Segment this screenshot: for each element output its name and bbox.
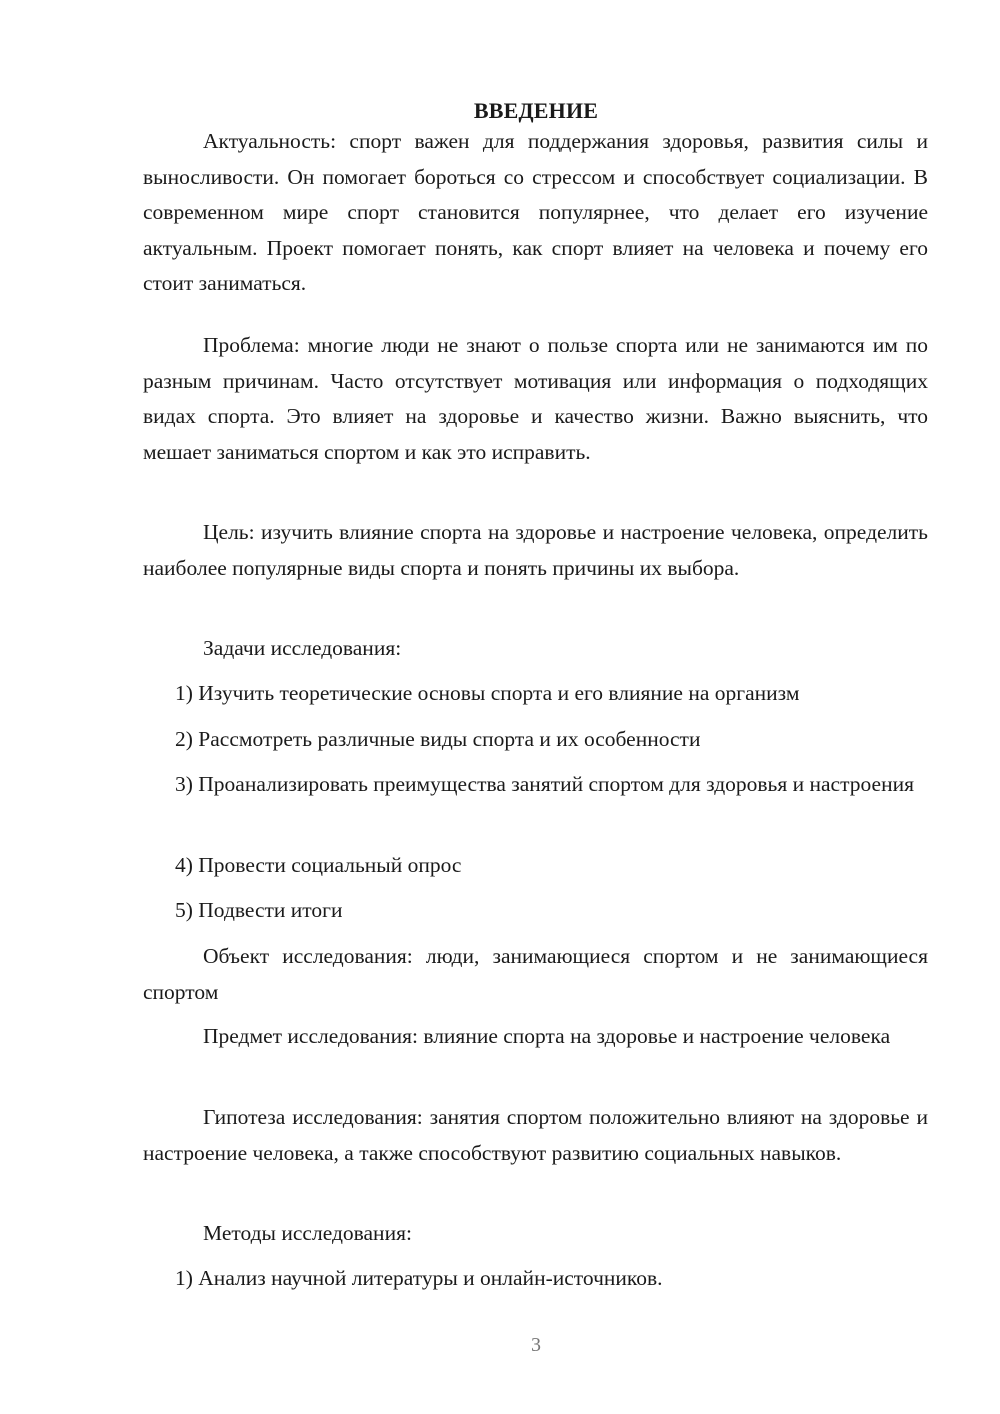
task-item-2: 2) Рассмотреть различные виды спорта и их особенности [175, 727, 701, 751]
method-item-1: 1) Анализ научной литературы и онлайн-источников. [175, 1266, 663, 1290]
page-title: ВВЕДЕНИЕ [473, 98, 599, 123]
tasks-heading: Задачи исследования: [203, 636, 402, 660]
problem-paragraph: Проблема: многие люди не знают о пользе спорта или не занимаются им по разным причинам. Часто отсутствует мотивация или информация о подходящих видах спорта. Это влияет на здоровье и качество жизни. Важно выяснить, что мешает заниматься спортом и как это исправить. [143, 333, 928, 464]
goal-paragraph: Цель: изучить влияние спорта на здоровье и настроение человека, определить наиболее популярные виды спорта и понять причины их выбора. [143, 520, 928, 580]
subject-paragraph: Предмет исследования: влияние спорта на здоровье и настроение человека [203, 1024, 891, 1048]
task-item-1: 1) Изучить теоретические основы спорта и его влияние на организм [175, 681, 800, 705]
task-item-3: 3) Проанализировать преимущества занятий спортом для здоровья и настроения [175, 772, 914, 796]
task-item-4: 4) Провести социальный опрос [175, 853, 462, 877]
methods-heading: Методы исследования: [203, 1221, 412, 1245]
object-paragraph: Объект исследования: люди, занимающиеся спортом и не занимающиеся спортом [143, 944, 928, 1004]
page-number: 3 [531, 1334, 541, 1356]
relevance-paragraph: Актуальность: спорт важен для поддержания здоровья, развития силы и выносливости. Он помогает бороться со стрессом и способствует социализации. В современном мире спорт становится популярнее, что делает его изучение актуальным. Проект помогает понять, как спорт влияет на человека и почему его стоит заниматься. [143, 129, 928, 295]
hypothesis-paragraph: Гипотеза исследования: занятия спортом положительно влияют на здоровье и настроение человека, а также способствуют развитию социальных навыков. [143, 1105, 928, 1165]
task-item-5: 5) Подвести итоги [175, 898, 343, 922]
